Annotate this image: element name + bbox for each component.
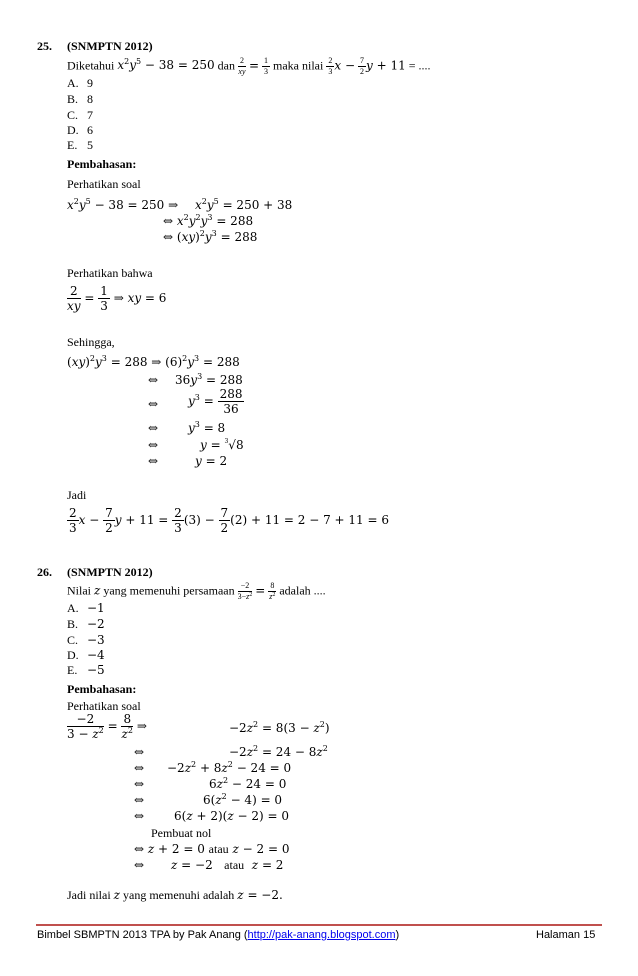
question-stem: Diketahui $x^2y^5 - 38 = 250$ dan $\frac{2}{xy}$ = $\frac{1}{3}$ maka nilai $\frac{2}{3}$ x − $\frac{7}{2}$ y + 11 = .... — [67, 56, 431, 76]
option-d: D. −4 — [67, 648, 105, 662]
option-a: A. −1 — [67, 601, 105, 615]
option-b: B. 8 — [67, 92, 93, 106]
option-a: A. 9 — [67, 76, 93, 90]
solution-math: $\frac{2}{xy}$ = $\frac{1}{3}$ ⇒ xy = 6 — [67, 284, 167, 313]
solution-text: Perhatikan soal — [67, 699, 141, 713]
solution-text: Pembuat nol — [151, 826, 212, 840]
question-number: 26. — [37, 565, 52, 579]
question-source: (SNMPTN 2012) — [67, 565, 153, 579]
solution-math: $\frac{2}{3}$ x − $\frac{7}{2}$ y + 11 = $\frac{2}{3}$ (3) − $\frac{7}{2}$ (2) + 11 = 2 − 7 + 11 = 6 — [69, 506, 389, 535]
question-number: 25. — [37, 39, 52, 53]
option-e: E. −5 — [67, 663, 105, 677]
solution-text: Sehingga, — [67, 335, 115, 349]
option-c: C. 7 — [67, 108, 93, 122]
option-e: E. 5 — [67, 138, 93, 152]
pembahasan-heading: Pembahasan: — [67, 682, 137, 696]
page-number: Halaman 15 — [536, 929, 596, 941]
footer-link[interactable]: http://pak-anang.blogspot.com — [247, 929, 396, 941]
solution-text: Jadi — [67, 488, 87, 502]
footer-credit: Bimbel SBMPTN 2013 TPA by Pak Anang (http://pak-anang.blogspot.com) — [37, 929, 400, 941]
pembahasan-heading: Pembahasan: — [67, 157, 137, 171]
conclusion: Jadi nilai z yang memenuhi adalah z = −2. — [67, 888, 283, 902]
option-c: C. −3 — [67, 633, 105, 647]
solution-text: Perhatikan bahwa — [67, 266, 153, 280]
question-stem: Nilai z yang memenuhi persamaan $\frac{-2}{3-z^2}$ = $\frac{8}{z^2}$ adalah .... — [67, 581, 326, 601]
option-b: B. −2 — [67, 617, 105, 631]
option-d: D. 6 — [67, 123, 93, 137]
footer-divider — [36, 924, 602, 926]
question-source: (SNMPTN 2012) — [67, 39, 153, 53]
solution-text: Perhatikan soal — [67, 177, 141, 191]
